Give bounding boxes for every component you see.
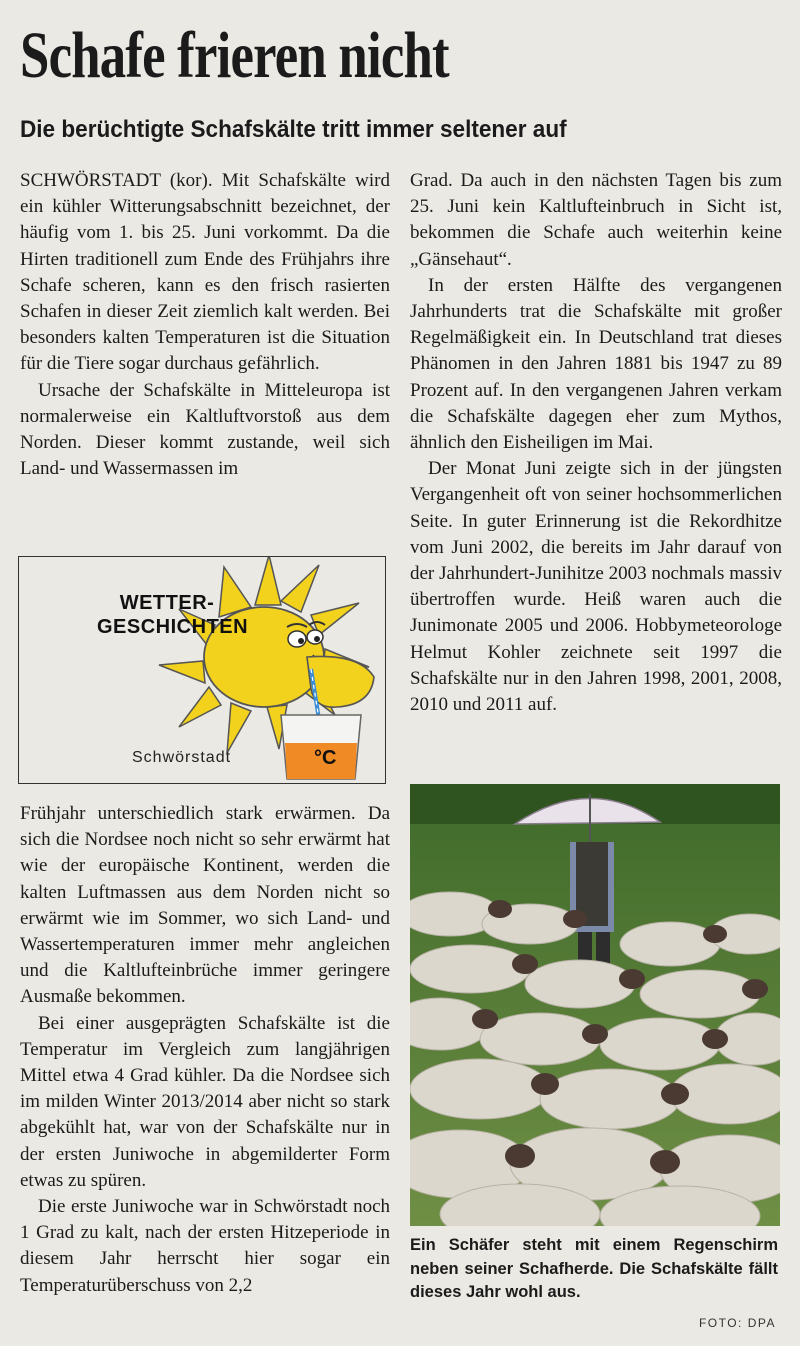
article-paragraph: In der ersten Hälfte des vergangenen Jahrhunderts trat die Schafskälte mit großer Regelmäßigkeit ein. In Deutschland trat dieses Phänomen in den Jahren 1881 bis 1947 zu 89 Prozent auf. In den vergangenen Jahren verkam die Schafskälte dagegen eher zum Mythos, ähnlich den Eisheiligen im Mai. [410, 274, 782, 454]
weather-stories-label [97, 591, 249, 639]
article-paragraph: Grad. Da auch in den nächsten Tagen bis zum 25. Juni kein Kaltlufteinbruch in Sicht ist, bekommen die Schafe auch weiterhin keine „Gänsehaut“. [410, 170, 782, 270]
article-paragraph: SCHWÖRSTADT (kor). Mit Schafskälte wird ein kühler Witterungsabschnitt bezeichnet, der häufig vom 1. bis 25. Juni vorkommt. Da die Hirten traditionell zum Ende des Frühjahrs ihre Schafe scheren, kann es den frisch rasierten Schafen in dieser Zeit ziemlich kalt werden. Bei besonders kalten Temperaturen ist die Situation für die Tiere sogar durchaus gefährlich. [20, 170, 390, 375]
article-paragraph: Der Monat Juni zeigte sich in der jüngsten Vergangenheit oft von seiner hochsommerlichen Seite. In guter Erinnerung ist die Rekordhitze vom Juni 2002, die bereits im Jahr darauf von der Jahrhundert-Junihitze 2003 nochmals massiv übertroffen wurde. Heiß waren auch die Junimonate 2005 und 2006. Hobbymeteorologe Helmut Kohler zeichnete seit 1997 die Schafskälte nur in den Jahren 1998, 2001, 2008, 2010 und 2011 auf. [410, 458, 782, 716]
label-line: WETTER- [119, 592, 215, 614]
article-paragraph: Ursache der Schafskälte in Mitteleuropa ist normalerweise ein Kaltluftvorstoß aus dem Norden. Dieser kommt zustande, weil sich Land- und Wassermassen im [20, 379, 390, 480]
subheadline: Die berüchtigte Schafskälte tritt immer seltener auf [20, 116, 567, 143]
celsius-unit: °C [314, 747, 337, 769]
article-paragraph: Bei einer ausgeprägten Schafskälte ist die Temperatur im Vergleich zum langjährigen Mittel etwa 4 Grad kühler. Da die Nordsee sich im milden Winter 2013/2014 aber nicht so stark abgekühlt hat, war von der Schafskälte nur in der ersten Juniwoche in abgemilderter Form etwas zu spüren. [20, 1012, 390, 1191]
article-paragraph: Frühjahr unterschiedlich stark erwärmen. Da sich die Nordsee noch nicht so sehr erwärmt hat wie der europäische Kontinent, werden die kalten Luftmassen aus dem Norden nicht so erwärmt wie im Sommer, wo sich Land- und Wassertemperaturen immer mehr angleichen und die Kaltlufteinbrüche immer geringere Ausmaße bekommen. [20, 803, 390, 1008]
article-column-right [410, 168, 782, 718]
headline: Schafe frieren nicht [20, 19, 449, 92]
photo-caption: Ein Schäfer steht mit einem Regenschirm neben seiner Schafherde. Die Schafskälte fällt dieses Jahr wohl aus. [410, 1236, 778, 1301]
weather-stories-box [18, 556, 386, 784]
article-column-left-bottom [20, 801, 390, 1299]
shepherd-with-sheep-photo [410, 784, 780, 1226]
weather-location: Schwörstadt [132, 749, 232, 766]
article-paragraph: Die erste Juniwoche war in Schwörstadt noch 1 Grad zu kalt, nach der ersten Hitzeperiode in diesem Jahr herrscht hier sogar ein Temperaturüberschuss von 2,2 [20, 1196, 390, 1296]
photo-credit: FOTO: DPA [698, 1316, 776, 1330]
article-column-left-top [20, 168, 390, 482]
label-line: GESCHICHTEN [97, 616, 249, 638]
